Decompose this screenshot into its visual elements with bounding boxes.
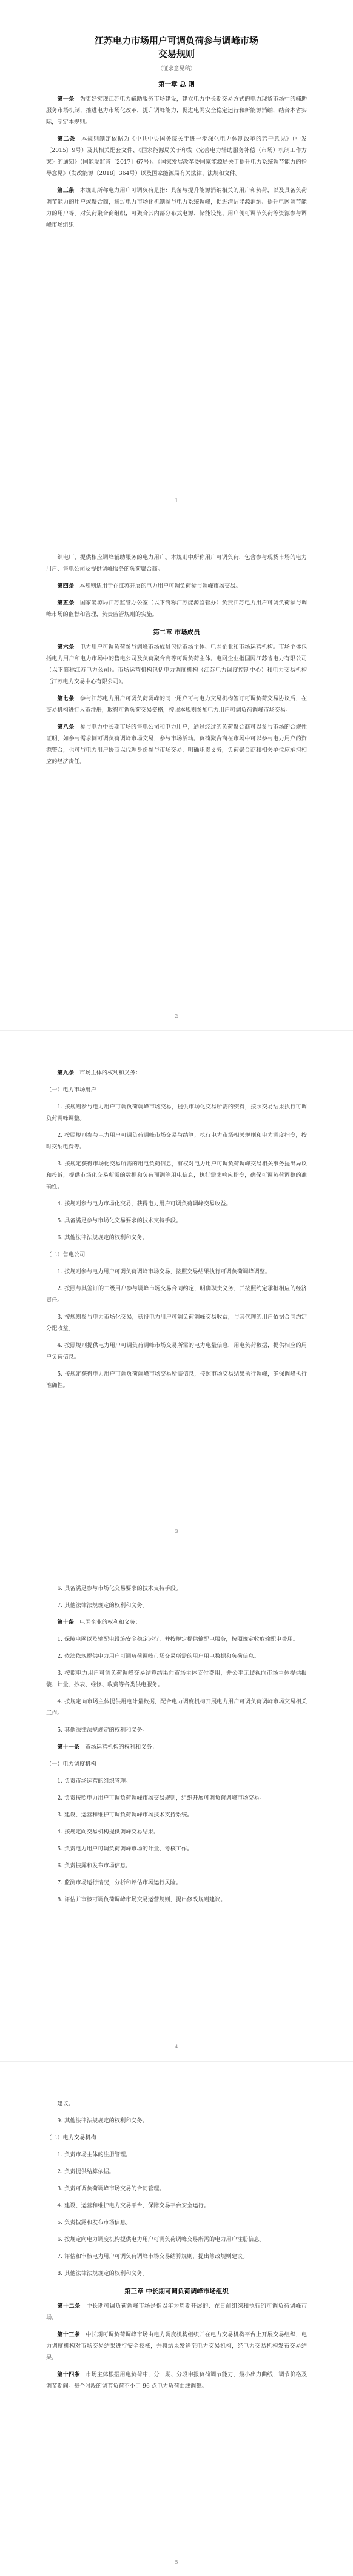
paragraph-text: 3. 建设、运营和维护可调负荷调峰市场技术支持系统。 bbox=[57, 1812, 193, 1818]
paragraph-text: 电力用户可调负荷参与调峰市场成员包括市场主体、电网企业和市场运营机构。市场主体包括电力用户和电力市场中的售电公司及负荷聚合商等可调负荷主体。电网企业指国网江苏省电力有限公司（以下简称江苏电力公司）。市场运营机构包括电力调度机构（江苏电力调度控制中心）和电力交易机构（江苏电力交易中心有限公司）。 bbox=[46, 644, 308, 685]
paragraph-text: 6. 按规定向电力调度机构提供电力用户可调负荷调峰交易所需的电力用户注册信息。 bbox=[57, 2236, 265, 2243]
paragraph-text: 本规则制定依据为《中共中央国务院关于进一步深化电力体制改革的若干意见》（中发〔2015〕9号）及其相关配套文件、《国家能源局关于印发〈完善电力辅助服务补偿（市场）机制工作方案〉的通知》（国能发监管〔2017〕67号）、《国家发展改革委国家能源局关于提升电力系统调节能力的指导意见》（发改能源〔2018〕364号）以及国家能源局有关法律、法规和文件。 bbox=[46, 136, 308, 177]
article-paragraph bbox=[46, 2300, 307, 2323]
paragraph-text: 1. 按规则参与电力用户可调负荷调峰市场交易，提供市场化交易所需的资料，按照交易结果执行可调负荷调峰调整。 bbox=[46, 1104, 307, 1122]
paragraph-text: 5. 具备满足参与市场化交易要求的技术支持手段。 bbox=[57, 1217, 182, 1224]
paragraph-text: 7. 其他法律法规规定的权利和义务。 bbox=[57, 1602, 148, 1609]
document-title-line-1: 江苏电力市场用户可调负荷参与调峰市场 bbox=[94, 35, 258, 46]
body-paragraph bbox=[46, 1158, 307, 1193]
subsection-label: （二）电力交易机构 bbox=[46, 2134, 96, 2141]
document-title bbox=[46, 34, 307, 61]
paragraph-text: 市场运营机构的权利和义务： bbox=[85, 1744, 158, 1750]
body-paragraph bbox=[46, 1894, 307, 1906]
page-number: 2 bbox=[175, 1013, 178, 1019]
paragraph-text: 5. 按规定获得电力用户可调负荷调峰市场交易所需信息，按照市场交易结果执行调峰，确保调峰执行准确性。 bbox=[46, 1371, 307, 1389]
article-paragraph bbox=[46, 597, 307, 620]
paragraph-text: 4. 按规则参与电力市场化交易，获得电力用户可调负荷调峰交易收益。 bbox=[57, 1200, 232, 1207]
paragraph-text: 2. 按照与其签订的二级用户参与调峰市场交易合同约定，明确职责义务，并按照约定承担相应的经济责任。 bbox=[46, 1285, 307, 1303]
body-paragraph bbox=[46, 1215, 307, 1227]
subsection-label: （一）电力调度机构 bbox=[46, 1761, 96, 1767]
paragraph-text: 1. 负责市场主体的注册管理。 bbox=[57, 2151, 132, 2158]
paragraph-list bbox=[46, 1067, 307, 1391]
paragraph-text: 本规则所称电力用户可调负荷是指：具备与提升能源消纳相关的用户和负荷，以及具备负荷调节能力的用户或聚合商，通过电力市场化机制参与电力系统调峰，促进清洁能源消纳、提升电网调节能力的用户等。对负荷聚合商组织，可聚合其内部分布式电源、储能设施、用户侧可调节负荷等资源参与调峰市场组织 bbox=[46, 187, 308, 228]
article-paragraph bbox=[46, 580, 307, 592]
body-paragraph bbox=[46, 1283, 307, 1306]
paragraph-text: 8. 评估并审核可调负荷调峰市场交易运营规则，提出修改规则建议。 bbox=[57, 1896, 226, 1903]
paragraph-text: 2. 按照规则参与电力用户可调负荷调峰市场交易与结算，执行电力市场相关规则和电力调度指令，按时交纳电费等。 bbox=[46, 1132, 307, 1150]
page-number: 3 bbox=[175, 1529, 178, 1534]
body-paragraph bbox=[46, 1792, 307, 1804]
page-number: 1 bbox=[175, 498, 178, 503]
article-paragraph bbox=[46, 185, 307, 231]
section-subheading bbox=[46, 2132, 307, 2144]
paragraph-text: 市场主体根据用电负荷中，分三期、分段申报负荷调节能力，最小出力曲线，调节价格及调节期间。每个时段的调节负荷不小于 96 点电力负荷曲线调整。 bbox=[46, 2371, 308, 2389]
chapter-heading: 第二章 市场成员 bbox=[153, 629, 200, 636]
chapter-heading: 第三章 中长期可调负荷调峰市场组织 bbox=[124, 2288, 229, 2295]
article-paragraph bbox=[46, 133, 307, 179]
paragraph-text: 4. 按照规则提供电力用户可调负荷调峰市场交易所需的电力电量信息，用电负荷数据，提供相应的用户负荷信息。 bbox=[46, 1342, 307, 1360]
document-page-1 bbox=[0, 0, 353, 515]
paragraph-text: 7. 评估和审核电力用户可调负荷调峰市场交易结算规则，提出修改规则建议。 bbox=[57, 2253, 249, 2260]
article-paragraph bbox=[46, 1067, 307, 1079]
section-subheading bbox=[46, 1758, 307, 1770]
body-paragraph bbox=[46, 1600, 307, 1611]
document-page-4 bbox=[0, 1546, 353, 2061]
body-paragraph bbox=[46, 1368, 307, 1391]
paragraph-text: 3. 按照电力用户可调负荷调峰交易结算结果向市场主体支付费用，并公平无歧视向市场主体提供报装、计量、抄表、维修、收费等各类供电服务。 bbox=[46, 1670, 307, 1688]
paragraph-text: 中长期可调负荷调峰市场是指以年为周期开展的、在日前组织和执行的可调负荷调峰市场。 bbox=[46, 2303, 308, 2321]
article-number: 第一条 bbox=[57, 96, 75, 102]
paragraph-text: 本规则适用于在江苏开展的电力用户可调负荷参与调峰市场交易。 bbox=[79, 583, 241, 589]
paragraph-text: 为更好实现江苏电力辅助服务市场建设，建立电力中长期交易方式的电力现货市场中的辅助服务市场机制，推进电力市场化改革，提升调峰能力，促进电网安全稳定运行和新能源消纳，结合本省实际，制定本规则。 bbox=[46, 96, 308, 125]
body-paragraph bbox=[46, 1667, 307, 1690]
body-paragraph bbox=[46, 1130, 307, 1153]
paragraph-text: 6. 负责披露和发布市场信息。 bbox=[57, 1862, 132, 1869]
paragraph-list bbox=[46, 641, 307, 767]
article-number: 第十二条 bbox=[57, 2303, 81, 2309]
article-number: 第九条 bbox=[57, 1070, 74, 1076]
body-paragraph bbox=[46, 1232, 307, 1243]
body-paragraph bbox=[46, 1266, 307, 1277]
article-number: 第七条 bbox=[57, 695, 75, 702]
body-paragraph bbox=[46, 2166, 307, 2177]
chapter-heading: 第一章 总 则 bbox=[158, 81, 195, 88]
body-paragraph bbox=[46, 1843, 307, 1855]
page-number: 4 bbox=[175, 2044, 178, 2050]
paragraph-text: 8. 其他法律法规规定的权利和义务。 bbox=[57, 2270, 148, 2277]
body-paragraph bbox=[46, 2183, 307, 2194]
paragraph-text: 参与江苏电力用户可调负荷调峰的同一用户可与电力交易机构签订可调负荷交易协议后，在交易机构进行入市注册，取得可调负荷交易资格，按照本规则参加电力用户可调负荷调峰市场交易。 bbox=[46, 695, 308, 714]
paragraph-text: 电网企业的权利和义务： bbox=[79, 1619, 141, 1626]
article-paragraph bbox=[46, 1617, 307, 1628]
paragraph-list bbox=[46, 93, 307, 231]
body-paragraph bbox=[46, 2115, 307, 2127]
article-paragraph bbox=[46, 2369, 307, 2392]
article-number: 第十一条 bbox=[57, 1744, 80, 1750]
article-number: 第二条 bbox=[57, 136, 76, 142]
article-number: 第十四条 bbox=[57, 2371, 80, 2378]
body-paragraph bbox=[46, 1860, 307, 1872]
paragraph-text: 1. 按规则参与电力用户可调负荷调峰市场交易，按照交易结果执行可调负荷调峰调整。 bbox=[57, 1268, 271, 1275]
paragraph-text: 3. 按规定获得市场化交易所需的用电负荷信息，有权对电力用户可调负荷调峰交易相关事务提出异议和投诉，提供市场化交易所需的数据和负荷预测等用电信息，执行需求响应指令，确保可调负荷调整的准确性。 bbox=[46, 1161, 307, 1190]
paragraph-text: 7. 监测市场运行情况，分析和评估市场运行风险。 bbox=[57, 1879, 182, 1886]
article-paragraph bbox=[46, 721, 307, 767]
paragraph-text: 2. 负责按照电力用户可调负荷调峰市场交易规则，组织开展可调负荷调峰市场交易。 bbox=[57, 1795, 265, 1801]
body-paragraph bbox=[46, 1826, 307, 1838]
paragraph-text: 4. 建设、运营和维护电力交易平台，保障交易平台安全运行。 bbox=[57, 2202, 209, 2209]
body-paragraph bbox=[46, 1583, 307, 1594]
paragraph-text: 4. 按规定向交易机构提供调峰交易结果。 bbox=[57, 1829, 160, 1835]
paragraph-text: 3. 按规则参与电力市场化交易，获得电力用户可调负荷调峰交易收益，与其代理的用户依据合同约定分配收益。 bbox=[46, 1314, 307, 1332]
body-paragraph bbox=[46, 2217, 307, 2228]
paragraph-text: 5. 其他法律法规规定的权利和义务。 bbox=[57, 1727, 148, 1733]
article-number: 第五条 bbox=[57, 600, 75, 606]
paragraph-text: 1. 负责市场运营的组织管理。 bbox=[57, 1778, 132, 1784]
body-paragraph bbox=[46, 2098, 307, 2110]
section-subheading bbox=[46, 1084, 307, 1096]
paragraph-text: 国家能源局江苏监管办公室（以下简称江苏能源监管办）负责江苏电力用户可调负荷参与调峰市场的监督和管理，负责监管规则的实施。 bbox=[46, 600, 308, 618]
body-paragraph bbox=[46, 2200, 307, 2211]
article-number: 第四条 bbox=[57, 583, 74, 589]
paragraph-text: 5. 负责电力用户可调负荷调峰市场的计量、考核工作。 bbox=[57, 1846, 193, 1852]
article-number: 第十条 bbox=[57, 1619, 74, 1626]
paragraph-text: 中长期可调负荷调峰市场由电力调度机构组织并在电力交易机构平台上开展交易组织，电力调度机构对市场交易结果进行安全校核，并将结果发送至电力交易机构，经电力交易机构发布交易结果。 bbox=[46, 2331, 308, 2361]
paragraph-text: 建议。 bbox=[57, 2101, 74, 2107]
document-page-2 bbox=[0, 515, 353, 1030]
article-paragraph bbox=[46, 93, 307, 128]
body-paragraph bbox=[46, 2149, 307, 2160]
body-paragraph bbox=[46, 1651, 307, 1662]
body-paragraph bbox=[46, 1724, 307, 1736]
paragraph-text: 2. 负责提供结算依据。 bbox=[57, 2168, 115, 2175]
article-paragraph bbox=[46, 693, 307, 716]
paragraph-text: 参与电力中长期市场的售电公司和电力用户，通过经过的负荷聚合商可以参与市场的合规性证明，如参与需求侧可调负荷调峰市场交易，参与市场活动。负荷聚合商在市场中可以参与电力用户的资源整合，也可与电力用户协商以代理身份参与市场交易，明确职责义务，负荷聚合商和相关单位应承担相应的经济责任。 bbox=[46, 724, 308, 765]
paragraph-list bbox=[46, 1583, 307, 1906]
body-paragraph bbox=[46, 1634, 307, 1645]
body-paragraph bbox=[46, 1198, 307, 1210]
document-title-line-2: 交易规则 bbox=[158, 48, 195, 59]
subsection-label: （二）售电公司 bbox=[46, 1251, 86, 1258]
body-paragraph bbox=[46, 1311, 307, 1334]
subsection-label: （一）电力市场用户 bbox=[46, 1087, 96, 1093]
body-paragraph bbox=[46, 1101, 307, 1124]
paragraph-text: 织电厂，提供相应调峰辅助服务的电力用户。本规则中所称用户可调负荷，包含参与现货市场的电力用户、售电公司及提供调峰服务的负荷聚合商。 bbox=[46, 554, 307, 572]
document-subtitle: （征求意见稿） bbox=[157, 66, 196, 72]
article-paragraph bbox=[46, 1741, 307, 1753]
paragraph-text: 3. 负责可调负荷调峰市场交易的合同管理。 bbox=[57, 2185, 165, 2192]
document-page-5 bbox=[0, 2062, 353, 2576]
body-paragraph bbox=[46, 2268, 307, 2279]
paragraph-list bbox=[46, 2300, 307, 2392]
body-paragraph bbox=[46, 2234, 307, 2245]
body-paragraph bbox=[46, 1775, 307, 1787]
body-paragraph bbox=[46, 1877, 307, 1889]
paragraph-list bbox=[46, 2098, 307, 2279]
article-number: 第八条 bbox=[57, 724, 75, 730]
article-number: 第十三条 bbox=[57, 2331, 80, 2338]
article-number: 第三条 bbox=[57, 187, 75, 194]
paragraph-text: 4. 按规定向市场主体提供用电计量数据，配合电力调度机构开展电力用户可调负荷调峰市场交易相关工作。 bbox=[46, 1698, 307, 1717]
paragraph-text: 6. 具备满足参与市场化交易要求的技术支持手段。 bbox=[57, 1585, 182, 1592]
body-paragraph bbox=[46, 1340, 307, 1363]
body-paragraph bbox=[46, 2251, 307, 2262]
paragraph-list bbox=[46, 552, 307, 620]
section-subheading bbox=[46, 1249, 307, 1260]
article-paragraph bbox=[46, 2329, 307, 2363]
paragraph-text: 市场主体的权利和义务： bbox=[79, 1070, 141, 1076]
document-page-3 bbox=[0, 1031, 353, 1546]
paragraph-text: 6. 其他法律法规规定的权利和义务。 bbox=[57, 1234, 148, 1241]
paragraph-text: 9. 其他法律法规规定的权利和义务。 bbox=[57, 2117, 148, 2124]
page-number: 5 bbox=[175, 2560, 178, 2565]
body-paragraph bbox=[46, 1696, 307, 1719]
article-paragraph bbox=[46, 641, 307, 687]
body-paragraph bbox=[46, 552, 307, 575]
paragraph-text: 5. 负责披露和发布市场信息。 bbox=[57, 2219, 132, 2226]
paragraph-text: 2. 依法依规提供电力用户可调负荷调峰市场交易所需的用户用电数据和负荷信息。 bbox=[57, 1653, 260, 1660]
body-paragraph bbox=[46, 1809, 307, 1821]
article-number: 第六条 bbox=[57, 644, 75, 651]
paragraph-text: 1. 保障电网以及输配电设施安全稳定运行，并按规定提供输配电服务，按照规定收取输配电费用。 bbox=[57, 1636, 298, 1643]
